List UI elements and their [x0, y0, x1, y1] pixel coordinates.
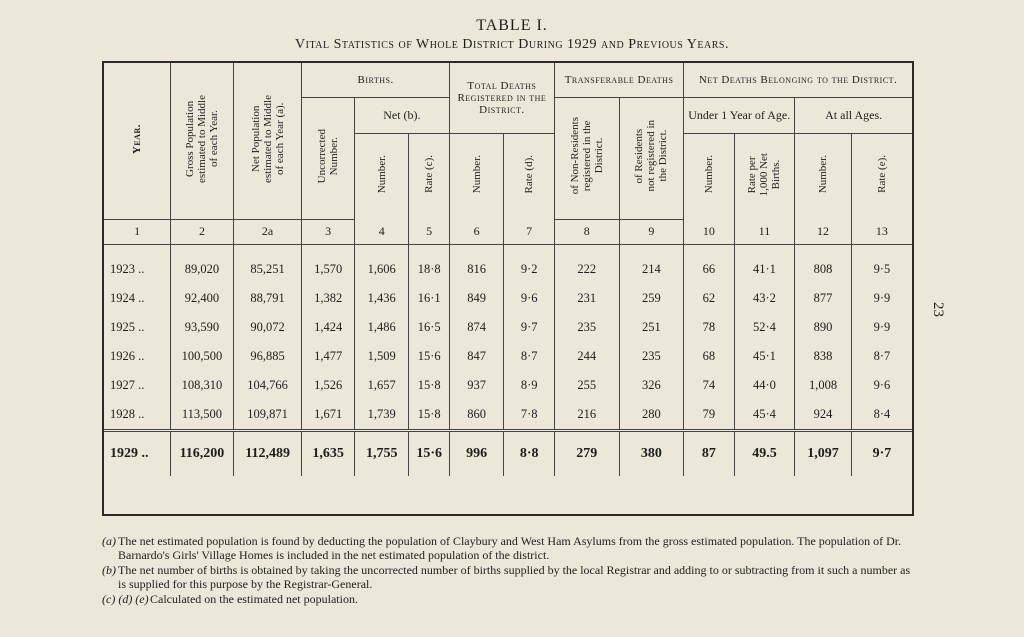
table-row [104, 313, 912, 342]
table-cell: 1,526 [302, 371, 355, 400]
vital-statistics-table [102, 61, 914, 516]
column-number: 5 [409, 219, 449, 244]
table-cell: 259 [619, 284, 684, 313]
table-cell: 1,097 [795, 430, 852, 476]
table-cell: 279 [554, 430, 619, 476]
row-year: 1928 .. [104, 400, 171, 431]
table-cell: 113,500 [171, 400, 234, 431]
table-title: TABLE I. [476, 17, 548, 34]
table-cell: 849 [449, 284, 504, 313]
footnote-text: The net estimated population is found by deducting the population of Claybury and West Ham Asylums from the gross estimated population. The population of Dr. Barnardo's Girls' Village Homes is included in the net estimated population of the district. [118, 534, 902, 562]
column-number: 6 [449, 219, 504, 244]
footnote-label: (a) [102, 534, 116, 548]
header-total-deaths: Total Deaths Registered in the District. [449, 63, 554, 133]
table-cell: 1,424 [302, 313, 355, 342]
column-number: 9 [619, 219, 684, 244]
table-cell: 112,489 [233, 430, 302, 476]
header-transferable-deaths: Transferable Deaths [554, 63, 683, 97]
table-cell: 1,657 [354, 371, 409, 400]
column-number: 2a [233, 219, 302, 244]
header-net-population: Net Population estimated to Middle of each Year (a). [233, 63, 302, 219]
footnote-b [102, 563, 914, 591]
table-cell: 877 [795, 284, 852, 313]
header-deaths-rate: Rate (d). [504, 133, 555, 219]
table-cell: 68 [684, 342, 734, 371]
table-cell: 1,606 [354, 244, 409, 284]
table-cell: 214 [619, 244, 684, 284]
table-cell: 74 [684, 371, 734, 400]
table-cell: 16·5 [409, 313, 449, 342]
table-cell: 44·0 [734, 371, 795, 400]
table-cell: 15·6 [409, 430, 449, 476]
table-cell: 85,251 [233, 244, 302, 284]
header-gross-population: Gross Population estimated to Middle of each Year. [171, 63, 234, 219]
table-cell: 216 [554, 400, 619, 431]
table-cell: 89,020 [171, 244, 234, 284]
table-cell: 1,486 [354, 313, 409, 342]
table-cell: 937 [449, 371, 504, 400]
column-number: 10 [684, 219, 734, 244]
table-cell: 808 [795, 244, 852, 284]
column-number: 1 [104, 219, 171, 244]
table-row-1929 [104, 430, 912, 476]
table-cell: 43·2 [734, 284, 795, 313]
table-cell: 816 [449, 244, 504, 284]
header-net-deaths: Net Deaths Belonging to the District. [684, 63, 912, 97]
footnote-a [102, 534, 914, 562]
page-number: 23 [930, 302, 946, 317]
header-year: Year. [104, 63, 171, 219]
table-cell: 1,436 [354, 284, 409, 313]
table-cell: 62 [684, 284, 734, 313]
table-cell: 1,477 [302, 342, 355, 371]
table-cell: 9·6 [873, 377, 891, 392]
table-cell: 380 [619, 430, 684, 476]
table-cell: 244 [554, 342, 619, 371]
table-cell: 87 [684, 430, 734, 476]
column-number: 7 [504, 219, 555, 244]
header-uncorrected: Uncorrected Number. [302, 97, 355, 219]
table-cell: 326 [619, 371, 684, 400]
table-cell: 109,871 [233, 400, 302, 431]
table-cell: 79 [684, 400, 734, 431]
column-number: 12 [795, 219, 852, 244]
table-row [104, 400, 912, 431]
table-cell: 116,200 [171, 430, 234, 476]
table-cell: 924 [795, 400, 852, 431]
column-number: 3 [302, 219, 355, 244]
header-births: Births. [302, 63, 449, 97]
table-cell: 235 [554, 313, 619, 342]
table-cell: 66 [684, 244, 734, 284]
table-cell: 100,500 [171, 342, 234, 371]
table-cell: 7·8 [504, 400, 555, 431]
table-cell: 15·8 [409, 400, 449, 431]
header-under-1-year: Under 1 Year of Age. [684, 97, 795, 133]
table-cell: 255 [554, 371, 619, 400]
table-cell: 231 [554, 284, 619, 313]
table-cell: 1,570 [302, 244, 355, 284]
table-cell: 8·7 [873, 348, 891, 363]
table-cell: 235 [619, 342, 684, 371]
footnotes [102, 534, 914, 607]
table-cell: 9·9 [873, 290, 891, 305]
table-cell: 104,766 [233, 371, 302, 400]
table-cell: 108,310 [171, 371, 234, 400]
table-cell: 8·9 [504, 371, 555, 400]
table-cell: 222 [554, 244, 619, 284]
header-all-ages-number: Number. [795, 133, 852, 219]
table-cell: 15·8 [409, 371, 449, 400]
table-row [104, 371, 912, 400]
row-year: 1927 .. [104, 371, 171, 400]
table-cell: 874 [449, 313, 504, 342]
table-cell: 996 [449, 430, 504, 476]
table-cell: 1,671 [302, 400, 355, 431]
header-deaths-number: Number. [449, 133, 504, 219]
table-cell: 52·4 [734, 313, 795, 342]
table-cell: 847 [449, 342, 504, 371]
column-number: 13 [851, 219, 912, 244]
table-row [104, 244, 912, 284]
table-row [104, 342, 912, 371]
header-net-births: Net (b). [354, 97, 449, 133]
table-cell: 1,635 [302, 430, 355, 476]
table-cell: 96,885 [233, 342, 302, 371]
table-cell: 1,382 [302, 284, 355, 313]
table-cell: 1,739 [354, 400, 409, 431]
table-cell: 9·7 [851, 430, 912, 476]
footnote-label: (c) (d) (e) [102, 592, 149, 606]
table-subtitle: Vital Statistics of Whole District During 1929 and Previous Years. [295, 37, 729, 52]
table-cell: 88,791 [233, 284, 302, 313]
table-cell: 9·6 [504, 284, 555, 313]
table-cell: 890 [795, 313, 852, 342]
footnote-label: (b) [102, 563, 116, 577]
table-cell: 45·4 [734, 400, 795, 431]
header-births-number: Number. [354, 133, 409, 219]
table-cell: 49.5 [734, 430, 795, 476]
row-year: 1925 .. [104, 313, 171, 342]
table-cell: 860 [449, 400, 504, 431]
table-cell: 18·8 [409, 244, 449, 284]
table-cell: 1,008 [795, 371, 852, 400]
table-cell: 280 [619, 400, 684, 431]
table-cell: 90,072 [233, 313, 302, 342]
table-cell: 9·5 [873, 261, 891, 276]
header-all-ages: At all Ages. [795, 97, 912, 133]
header-under1-number: Number. [684, 133, 734, 219]
table-cell: 9·9 [873, 319, 891, 334]
table-cell: 92,400 [171, 284, 234, 313]
header-non-residents: of Non-Residents registered in the District. [554, 97, 619, 219]
table-cell: 251 [619, 313, 684, 342]
table-cell: 41·1 [734, 244, 795, 284]
table-row [104, 284, 912, 313]
table-cell: 8·8 [504, 430, 555, 476]
header-residents: of Residents not registered in the District. [619, 97, 684, 219]
table-cell: 78 [684, 313, 734, 342]
table-cell: 93,590 [171, 313, 234, 342]
row-year: 1924 .. [104, 284, 171, 313]
column-number-row [104, 219, 912, 244]
row-year: 1923 .. [104, 244, 171, 284]
column-number: 8 [554, 219, 619, 244]
table-cell: 8·4 [873, 406, 891, 421]
row-year: 1929 .. [104, 430, 171, 476]
table-cell: 838 [795, 342, 852, 371]
footnote-cde [102, 592, 914, 606]
table-body [104, 244, 912, 430]
table-cell: 1,509 [354, 342, 409, 371]
footnote-text: Calculated on the estimated net population. [150, 592, 358, 606]
column-number: 2 [171, 219, 234, 244]
row-year: 1926 .. [104, 342, 171, 371]
table-cell: 16·1 [409, 284, 449, 313]
table-cell: 8·7 [504, 342, 555, 371]
column-number: 4 [354, 219, 409, 244]
column-number: 11 [734, 219, 795, 244]
header-rate-per-1000: Rate per 1,000 Net Births. [734, 133, 795, 219]
table-cell: 9·2 [504, 244, 555, 284]
header-all-ages-rate: Rate (e). [875, 155, 888, 194]
table-cell: 1,755 [354, 430, 409, 476]
table-cell: 9·7 [504, 313, 555, 342]
header-births-rate: Rate (c). [409, 133, 449, 219]
table-cell: 45·1 [734, 342, 795, 371]
table-cell: 15·6 [409, 342, 449, 371]
footnote-text: The net number of births is obtained by taking the uncorrected number of births supplied by the local Registrar and adding to or subtracting from it such a number as is supplied for this purpose by the Registrar-General. [118, 563, 911, 591]
